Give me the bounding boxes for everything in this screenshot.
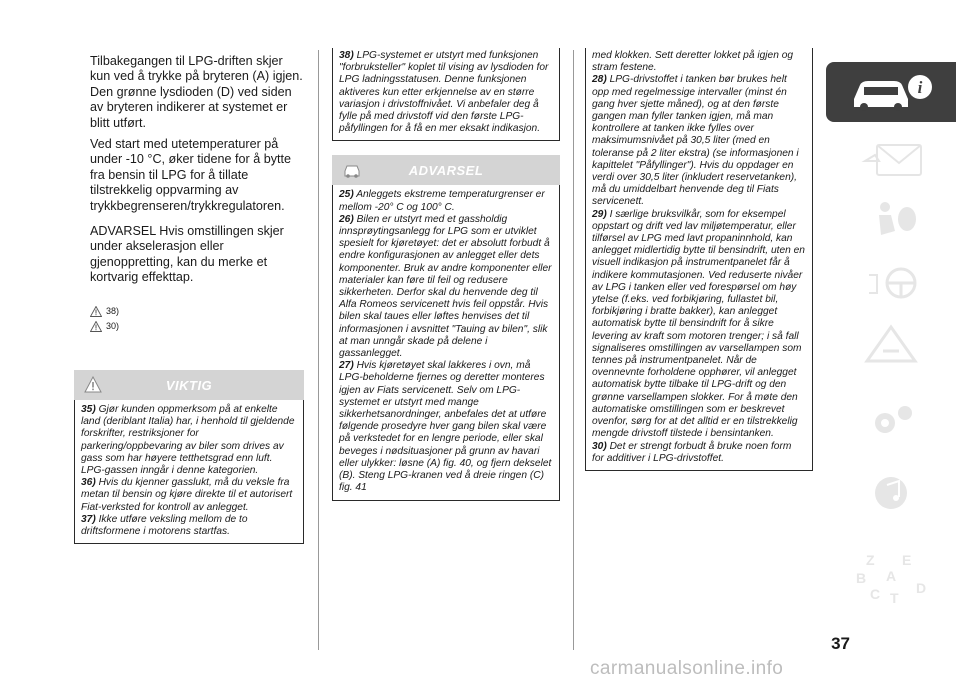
index-letter: C bbox=[870, 586, 881, 602]
note-ref[interactable]: 38) bbox=[90, 304, 304, 319]
note-38-box bbox=[332, 48, 560, 141]
note-item: 28) LPG-drivstoffet i tanken bør brukes helt opp med regelmessige intervaller (minst én gang hver sjette måned), og at den første gangen man fyller tanken igjen, må man kontrollere at tanken ikke fylles over maksimumsnivået på 30,5 liter (med en toleranse på 2 liter ekstra) (se informasjonen i kapittelet "Påfyllinger"). Hvis du oppdager en verdi over 30,5 liter (inkludert reservetanken), må du umiddelbart henvende deg til Fiats servicenett. bbox=[592, 74, 799, 208]
advarsel-body bbox=[332, 185, 560, 500]
cogs-icon bbox=[851, 395, 931, 445]
tab-driving[interactable] bbox=[826, 252, 956, 312]
index-letter: B bbox=[856, 570, 867, 586]
note-item: 37) Ikke utføre veksling mellom de to driftsformene i motorens startfas. bbox=[81, 513, 248, 538]
middle-column bbox=[332, 48, 560, 501]
column-divider bbox=[318, 50, 319, 650]
note-item: 26) Bilen er utstyrt med et gassholdig innsprøytingsanlegg for LPG som er utviklet spesielt for kjøretøyet: det er absolutt forbudt å endre konfigurasjonen av anlegget eller dets komponenter. Bruk av andre komponenter eller materialer kan føre til feil og redusere sikkerheten. Derfor skal du henvende deg til Alfa Romeos servicenett hvis feil oppstår. Hvis bilen skal taues eller løftes henvises det til informasjonen i avsnittet "Tauing av bilen", slik at man unngår skade på delene i gassanlegget. bbox=[339, 213, 552, 360]
note-ref[interactable]: 30) bbox=[90, 319, 304, 334]
index-letter: Z bbox=[866, 552, 875, 568]
steering-wheel-icon bbox=[851, 257, 931, 307]
right-column bbox=[585, 48, 813, 471]
index-letter: T bbox=[890, 590, 899, 606]
airbag-icon bbox=[851, 195, 931, 245]
note-item: 35) Gjør kunden oppmerksom på at enkelte land (deriblant Italia) har, i henhold til gjeldende forskrifter, restriksjoner for parkering/oppbevaring av biler som drives av gass som har høyere tetthetsgrad enn luft. LPG-gassen inngår i denne kategorien. bbox=[81, 404, 295, 477]
index-letter: E bbox=[902, 552, 912, 568]
body-paragraph: Ved start med utetemperaturer på under -10 °C, øker tidene for å bytte fra bensin til LPG for å tillate tilstrekkelig oppvarming av trykkbegrenseren/trykkregulatoren. bbox=[90, 137, 292, 213]
viktig-header bbox=[74, 370, 304, 400]
tab-multimedia[interactable] bbox=[826, 462, 956, 522]
message-icon bbox=[851, 133, 931, 183]
left-column bbox=[81, 54, 304, 538]
tab-messages[interactable] bbox=[826, 128, 956, 188]
warning-icon bbox=[90, 306, 102, 317]
notes-continued-box bbox=[585, 48, 813, 471]
note-continued: med klokken. Sett deretter lokket på igjen og stram festene. bbox=[592, 50, 794, 74]
warning-triangle-icon bbox=[851, 319, 931, 369]
tab-index[interactable] bbox=[826, 544, 956, 614]
watermark: carmanualsonline.info bbox=[590, 658, 784, 679]
note-item: 36) Hvis du kjenner gasslukt, må du veksle fra metan til bensin og kjøre direkte til et autorisert Fiat-verksted for kontroll av anlegget. bbox=[81, 477, 293, 513]
note-item: 30) Det er strengt forbudt å bruke noen form for additiver i LPG-drivstoffet. bbox=[592, 440, 792, 464]
advarsel-title: ADVARSEL bbox=[408, 163, 484, 179]
viktig-box bbox=[74, 370, 304, 544]
alphabet-index-icon bbox=[846, 547, 936, 611]
index-letter: D bbox=[916, 580, 927, 596]
car-info-icon bbox=[846, 69, 936, 115]
viktig-body bbox=[74, 400, 304, 544]
note-item: 29) I særlige bruksvilkår, som for eksempel oppstart og drift ved lav miljøtemperatur, eller tilførsel av LPG med lavt propaninnhold, kan anlegget midlertidig bytte til bensindrift, uten en visuell indikasjon på instrumentpanelet får å indikere kommutasjonen. Ved reduserte nivåer av LPG i tanken eller ved forespørsel om høy ytelse (f.eks. ved forbikjøring, fullastet bil, forbikjøring i bratte bakker), kan anlegget automatisk bytte til bensindrift for å sikre levering av kraft som motoren trenger; i så fall signaliseres omstillingen av varsellampen som tennes på instrumentpanelet. Når de ovennevnte forholdene opphører, vil anlegget automatisk bytte tilbake til LPG-drift og den grønne varsellampen slokker. For å møte den automatiske omstillingen som er beskrevet ovenfor, sørg for at det alltid er en tilstrekkelig mengde drivstoff tilstede i bensintanken. bbox=[592, 208, 805, 440]
note-item: 27) Hvis kjøretøyet skal lakkeres i ovn, må LPG-beholderne fjernes og deretter monteres igjen av Fiats servicenett. Selv om LPG-systemet er utstyrt med mange sikkerhetsanordninger, anbefales det at utføre følgende prosedyre hver gang bilen skal være på verkstedet for en lengre periode, eller skal beveges i nødsituasjoner på grunn av havari eller ulykker: løsne (A) fig. 40, og fjern dekselet (B). Steng LPG-kranen ved å dreie ringen (C) fig. 41 bbox=[339, 360, 552, 494]
index-letter: A bbox=[886, 568, 897, 584]
viktig-title: VIKTIG bbox=[165, 378, 213, 393]
advarsel-box bbox=[332, 155, 560, 500]
note-item: 38) LPG-systemet er utstyrt med funksjonen "forbruksteller" koplet til vising av lysdioden for LPG ladningsstatusen. Denne funksjonen aktiveres kun etter erkjennelse av en større variasjon i drivstoffnivået. Vi anbefaler deg å fylle på med drivstoff vid den første LPG-påfyllingen for å få en mer eksakt indikasjon. bbox=[339, 50, 549, 135]
column-divider bbox=[573, 50, 574, 650]
tab-emergency[interactable] bbox=[826, 314, 956, 374]
note-item: 25) Anleggets ekstreme temperaturgrenser er mellom -20° C og 100° C. bbox=[339, 189, 545, 213]
body-paragraph: Tilbakegangen til LPG-driften skjer kun ved å trykke på bryteren (A) igjen. Den grønne lysdioden (D) ved siden av bryteren indikerer at systemet er blitt utført. bbox=[90, 54, 303, 130]
tab-safety[interactable] bbox=[826, 190, 956, 250]
page-number: 37 bbox=[831, 634, 850, 653]
music-icon bbox=[851, 467, 931, 517]
tab-car-info[interactable] bbox=[826, 62, 956, 122]
warning-icon bbox=[90, 321, 102, 332]
advarsel-header bbox=[332, 155, 560, 185]
body-paragraph: ADVARSEL Hvis omstillingen skjer under akselerasjon eller gjenoppretting, kan du merke et kortvarig effekttap. bbox=[90, 224, 284, 285]
svg-text:i: i bbox=[917, 78, 923, 97]
note-refs bbox=[90, 304, 304, 334]
tab-maintenance[interactable] bbox=[826, 390, 956, 450]
